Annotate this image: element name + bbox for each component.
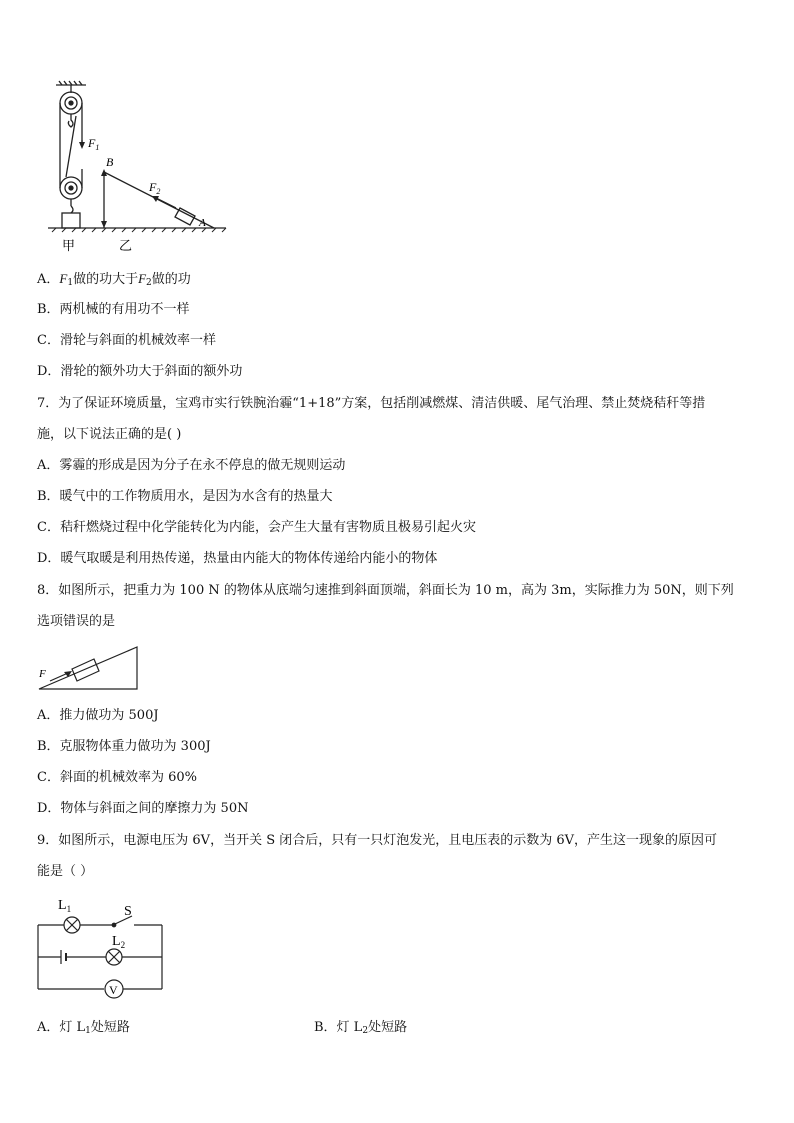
q8-option-d: D．物体与斜面之间的摩擦力为 50N [37,801,249,816]
label-yi: 乙 [119,238,133,253]
q6-option-b: B．两机械的有用功不一样 [37,302,190,317]
q7-option-d: D．暖气取暖是利用热传递，热量由内能大的物体传递给内能小的物体 [37,551,438,566]
label-f1-sub: 1 [95,143,100,152]
voltmeter-label-v: V [109,983,118,997]
label-f2: F [149,180,157,194]
q8-stem-line1: 8．如图所示，把重力为 100 N 的物体从底端匀速推到斜面顶端，斜面长为 10 m，高为 3m，实际推力为 50N，则下列 [37,583,734,598]
q9-option-b: B．灯 $L_2$处短路 [314,1020,408,1036]
label-f2-sub: 2 [156,187,161,196]
q7-option-a: A．雾霾的形成是因为分子在永不停息的做无规则运动 [37,458,346,473]
q9-stem-line1: 9．如图所示，电源电压为 6V，当开关 S 闭合后，只有一只灯泡发光，且电压表的示数为 6V，产生这一现象的原因可 [37,833,718,848]
q8-option-b: B．克服物体重力做功为 300J [37,739,211,754]
label-a: A [199,217,206,229]
svg-text:F1 [87,136,99,152]
q6-option-c: C．滑轮与斜面的机械效率一样 [37,333,216,348]
q6-option-d: D．滑轮的额外功大于斜面的额外功 [37,364,243,379]
q7-stem-line1: 7．为了保证环境质量，宝鸡市实行铁腕治霾“1+18”方案，包括削减燃煤、清洁供暖、尾气治理、禁止焚烧秸秆等措 [37,396,706,411]
label-b: B [106,155,114,169]
label-jia: 甲 [62,238,76,253]
q7-stem-line2: 施，以下说法正确的是( ) [37,427,182,442]
incline-figure [36,643,142,693]
q7-option-c: C．秸秆燃烧过程中化学能转化为内能，会产生大量有害物质且极易引起火灾 [37,520,476,535]
svg-text:F2 [148,180,160,196]
q9-stem-line2: 能是（ ） [37,864,94,879]
incline-label-f: F [39,668,46,680]
q8-option-a: A．推力做功为 500J [37,708,159,723]
q8-stem-line2: 选项错误的是 [37,614,116,629]
circuit-label-l1: $L_1$ [58,898,72,914]
circuit-label-l2: $L_2$ [112,934,126,950]
q9-option-a: A．灯 $L_1$处短路 [37,1020,130,1036]
circuit-label-s: S [124,904,132,919]
label-f1: F [88,136,96,150]
q6-option-a: A．$F_1$做的功大于$F_2$做的功 [37,271,191,288]
circuit-figure [34,893,170,1003]
q8-option-c: C．斜面的机械效率为 60% [37,770,197,785]
q7-option-b: B．暖气中的工作物质用水，是因为水含有的热量大 [37,489,333,504]
pulley-incline-figure [48,80,233,255]
